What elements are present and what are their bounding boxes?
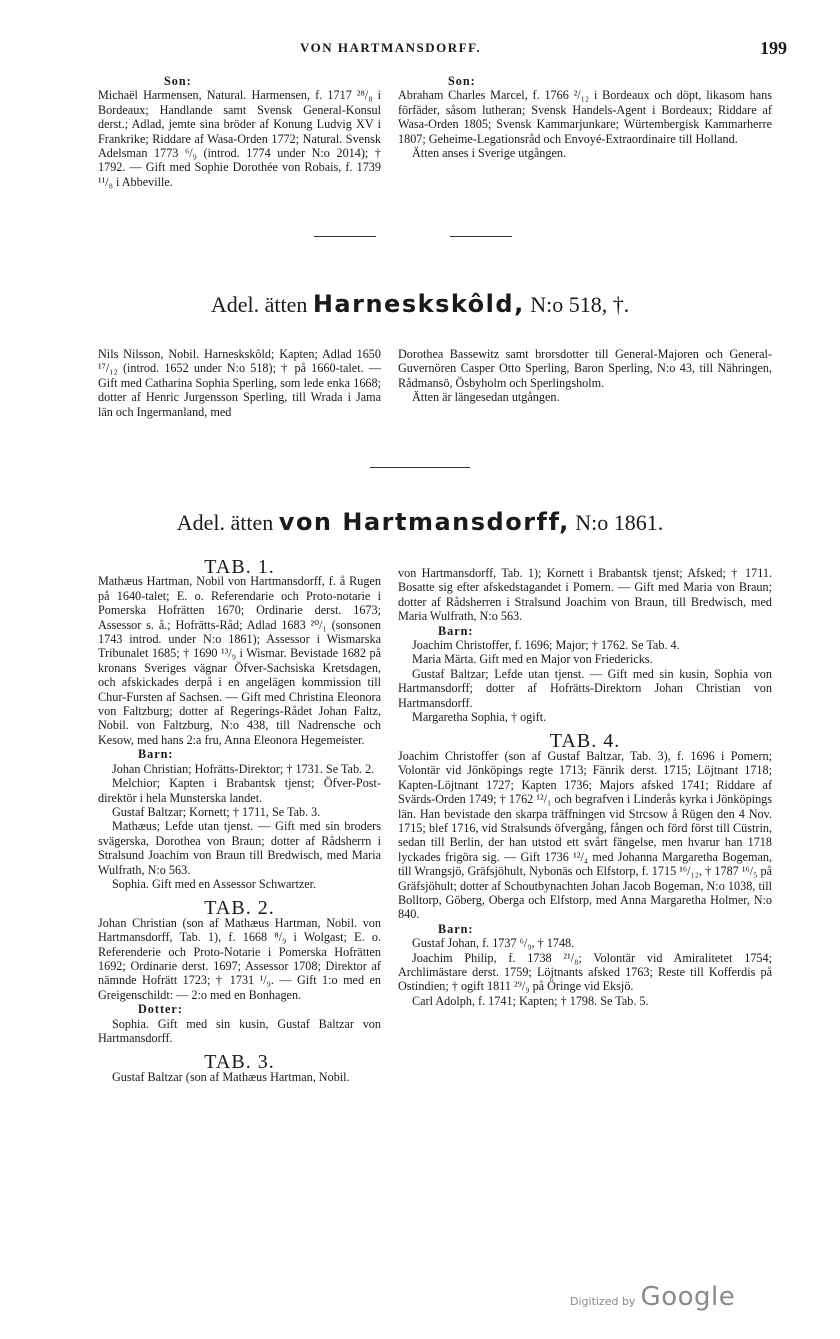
child-entry: Melchior; Kapten i Brabantsk tjenst; Öfver-Post-direktör i hela Munsterska landet. <box>98 776 381 805</box>
child-entry: Gustaf Baltzar; Lefde utan tjenst. — Gift med sin kusin, Sophia von Hartmansdorff; dotter af Hofrätts-Direktorn Johan Christian von Hartmansdorff. <box>398 666 772 710</box>
child-entry: Margaretha Sophia, † ogift. <box>412 710 547 725</box>
extinct-note: Ätten är längesedan utgången. <box>412 390 560 405</box>
title-prefix: Adel. ätten <box>210 292 308 317</box>
children-heading: Barn: <box>438 623 474 638</box>
top-right-column <box>398 74 772 160</box>
tab-3-title: TAB. 3. <box>204 1051 275 1074</box>
child-entry: Gustaf Johan, f. 1737 ⁶/₉, † 1748. <box>412 936 575 951</box>
joachim-christoffer-entry: Joachim Christoffer (son af Gustaf Baltzar, Tab. 3), f. 1696 i Pomern; Volontär vid Jönköpings regte 1713; Fänrik derst. 1715; Löjtnant 1718; Kapten-Löjtnant 1727; Kapten 1736; Majors afsked 1741; Riddare af Svärds-Orden 1749; † 1762 ¹²/₁ och begrafven i Linderås kyrka i Jönköpings län. Han bevistade den skarpa träffningen vid Strcsow å Rügen den 4 Nov. 1715; blef 1716, vid Stralsunds öfvergång, fången och förd först till Cüstrin, sedan till Berlin, der han utstod ett svårt fängelse, men hvarur han 1718 lyckades frigöra sig. — Gift 1736 ¹²/₄ med Johanna Margaretha Bogeman, till Wrangsjö, Gräfsjöhult, Nybonäs och Elfstorp, f. 1715 ¹⁶/₁₂, † 1787 ¹⁶/₅ på Gräfsjöhult; dotter af Schoutbynachten Johan Jacob Bogeman, N:o 1038, till Bolltorp, Göberg, Oberga och Elfstorp, med Anna Margaretha Holmer, N:o 840. <box>398 748 772 922</box>
running-head: VON HARTMANSDORFF. <box>300 40 482 55</box>
child-entry: Maria Märta. Gift med en Major von Friedericks. <box>412 652 653 667</box>
top-left-column <box>98 74 381 189</box>
family-name: von Hartmansdorff, <box>278 508 570 536</box>
harneskskold-right-column <box>398 347 772 405</box>
right-column <box>398 566 772 1008</box>
title-suffix: N:o 1861. <box>575 510 664 535</box>
family-name: Harneskskôld, <box>312 290 525 318</box>
title-suffix: N:o 518, †. <box>530 292 630 317</box>
google-logo: Google <box>640 1282 736 1312</box>
tab-4-title: TAB. 4. <box>549 730 621 753</box>
child-entry: Sophia. Gift med en Assessor Schwartzer. <box>112 876 317 891</box>
child-entry: Joachim Philip, f. 1738 ²¹/₈; Volontär vid Amiralitetet 1754; Archlimästare derst. 1759; Löjtnants afsked 1763; Reste till Kofferdis på Ostindien; † ogift 1811 ²⁹/₉ på Öringe vid Eksjö. <box>398 950 772 994</box>
child-entry: Johan Christian; Hofrätts-Direktor; † 1731. Se Tab. 2. <box>112 761 375 776</box>
google-watermark <box>570 1282 735 1312</box>
child-entry: Joachim Christoffer, f. 1696; Major; † 1762. Se Tab. 4. <box>412 638 680 653</box>
son-heading: Son: <box>164 74 192 88</box>
tab-1-title: TAB. 1. <box>204 556 275 578</box>
digitized-label: Digitized by <box>570 1295 636 1308</box>
child-entry: Gustaf Baltzar; Kornett; † 1711, Se Tab. 3. <box>112 804 321 819</box>
title-prefix: Adel. ätten <box>176 510 274 535</box>
tab-2-title: TAB. 2. <box>204 897 275 920</box>
mathaeus-hartman-entry: Mathæus Hartman, Nobil von Hartmansdorff, f. å Rugen på 1640-talet; E. o. Referendarie och Proto-notarie i Pomerska Hofrätten 1670; Ordinarie derst. 1673; Assessor s. å.; Hofrätts-Råd; Adlad 1683 ²⁰/₁ (sonsonen 1743 introd. under N:o 1861); Assessor i Wismarska Tribunalet 1685; † 1690 ¹³/₉ i Wismar. Bevistade 1682 på kronans Sveriges vägnar Öfver-Sachsiska Kretsdagen, och afskickades derpå i en angelägen kommission till Chur-Fursten af Sachsen. — Gift med Christina Eleonora von Faltzburg; dotter af Regerings-Rådet Johan Faltz, Nobil. von Faltzburg, N:o 438, till Nadrensche och Kesow, med hans 2:a fru, Anna Eleonora Hegemeister. <box>98 574 381 747</box>
michael-harmensen-entry: Michaël Harmensen, Natural. Harmensen, f. 1717 ²⁸/₈ i Bordeaux; Handlande samt Svensk General-Konsul derst.; Adlad, jemte sina bröder af Konung Ludvig XV i Frankrike; Riddare af Wasa-Orden 1772; Natural. Svensk Adelsman 1773 ⁶/₉ (introd. 1774 under N:o 2014); † 1792. — Gift med Sophie Dorothée von Robais, f. 1739 ¹¹/₈ i Abbeville. <box>98 88 381 189</box>
abraham-charles-marcel-entry: Abraham Charles Marcel, f. 1766 ²/₁₂ i Bordeaux och döpt, likasom hans förfäder, såsom lutheran; Svensk Handels-Agent i Bordeaux; Riddare af Wasa-Orden 1805; Svensk Kammarjunkare; Würtembergisk Kammarherre 1807; Geheime-Legationsråd och Envoyé-Extraordinaire till Holland. <box>398 88 772 146</box>
page-number: 199 <box>760 38 787 58</box>
section-divider <box>314 236 376 237</box>
children-heading: Barn: <box>438 921 474 936</box>
daughter-heading: Dotter: <box>138 1002 183 1017</box>
child-entry: Mathæus; Lefde utan tjenst. — Gift med sin broders svägerska, Dorothea von Braun; dotter af Rådsherrn i Stralsund Joachim von Braun till Bredwisch, med Maria Wulfrath, N:o 563. <box>98 819 381 877</box>
johan-christian-entry: Johan Christian (son af Mathæus Hartman, Nobil. von Hartmansdorff, Tab. 1), f. 1668 ⁸/₉ i Wolgast; E. o. Referenderie och Proto-Notarie i Pomerska Hofrätten 1692; Ordinarie derst. 1697; Assessor 1708; Direktor af nämnde Hofrätt 1723; † 1731 ¹/₉. — Gift 1:o med en Greigenschildt: — 2:o med en Bonhagen. <box>98 915 381 1002</box>
gustaf-baltzar-entry-start: Gustaf Baltzar (son af Mathæus Hartman, Nobil. <box>112 1069 350 1084</box>
gustaf-baltzar-entry-continued: von Hartmansdorff, Tab. 1); Kornett i Brabantsk tjenst; Afsked; † 1711. Bosatte sig efter afskedstagandet i Pomern. — Gift med Maria von Braun; dotter af Rådsherren i Stralsund Joachim von Braun, till Bredwisch, med Maria Wulfrath, N:o 563. <box>398 566 772 624</box>
child-entry: Carl Adolph, f. 1741; Kapten; † 1798. Se Tab. 5. <box>412 993 649 1008</box>
harneskskold-left-column <box>98 347 381 419</box>
hartmansdorff-title <box>0 508 840 536</box>
children-heading: Barn: <box>138 747 174 762</box>
section-divider <box>370 467 470 468</box>
nils-nilsson-entry: Nils Nilsson, Nobil. Harneskskôld; Kapten; Adlad 1650 ¹⁷/₁₂ (introd. 1652 under N:o 518); † på 1660-talet. — Gift med Catharina Sophia Sperling, som lede enka 1668; dotter af Henric Jurgensson Sperling, till Wrada i Jama län och Ingermanland, med <box>98 347 381 419</box>
section-divider <box>450 236 512 237</box>
harneskskold-continued: Dorothea Bassewitz samt brorsdotter till General-Majoren och General-Guvernören Casper Otto Sperling, Baron Sperling, N:o 43, till Nähringen, Rådmansö, Ösbyholm och Sperlingsholm. <box>398 347 772 390</box>
extinct-note: Ätten anses i Sverige utgången. <box>412 146 566 161</box>
harneskskold-title <box>0 290 840 318</box>
son-heading: Son: <box>448 74 476 88</box>
child-entry: Sophia. Gift med sin kusin, Gustaf Baltzar von Hartmansdorff. <box>98 1016 381 1045</box>
left-column <box>98 556 381 1084</box>
